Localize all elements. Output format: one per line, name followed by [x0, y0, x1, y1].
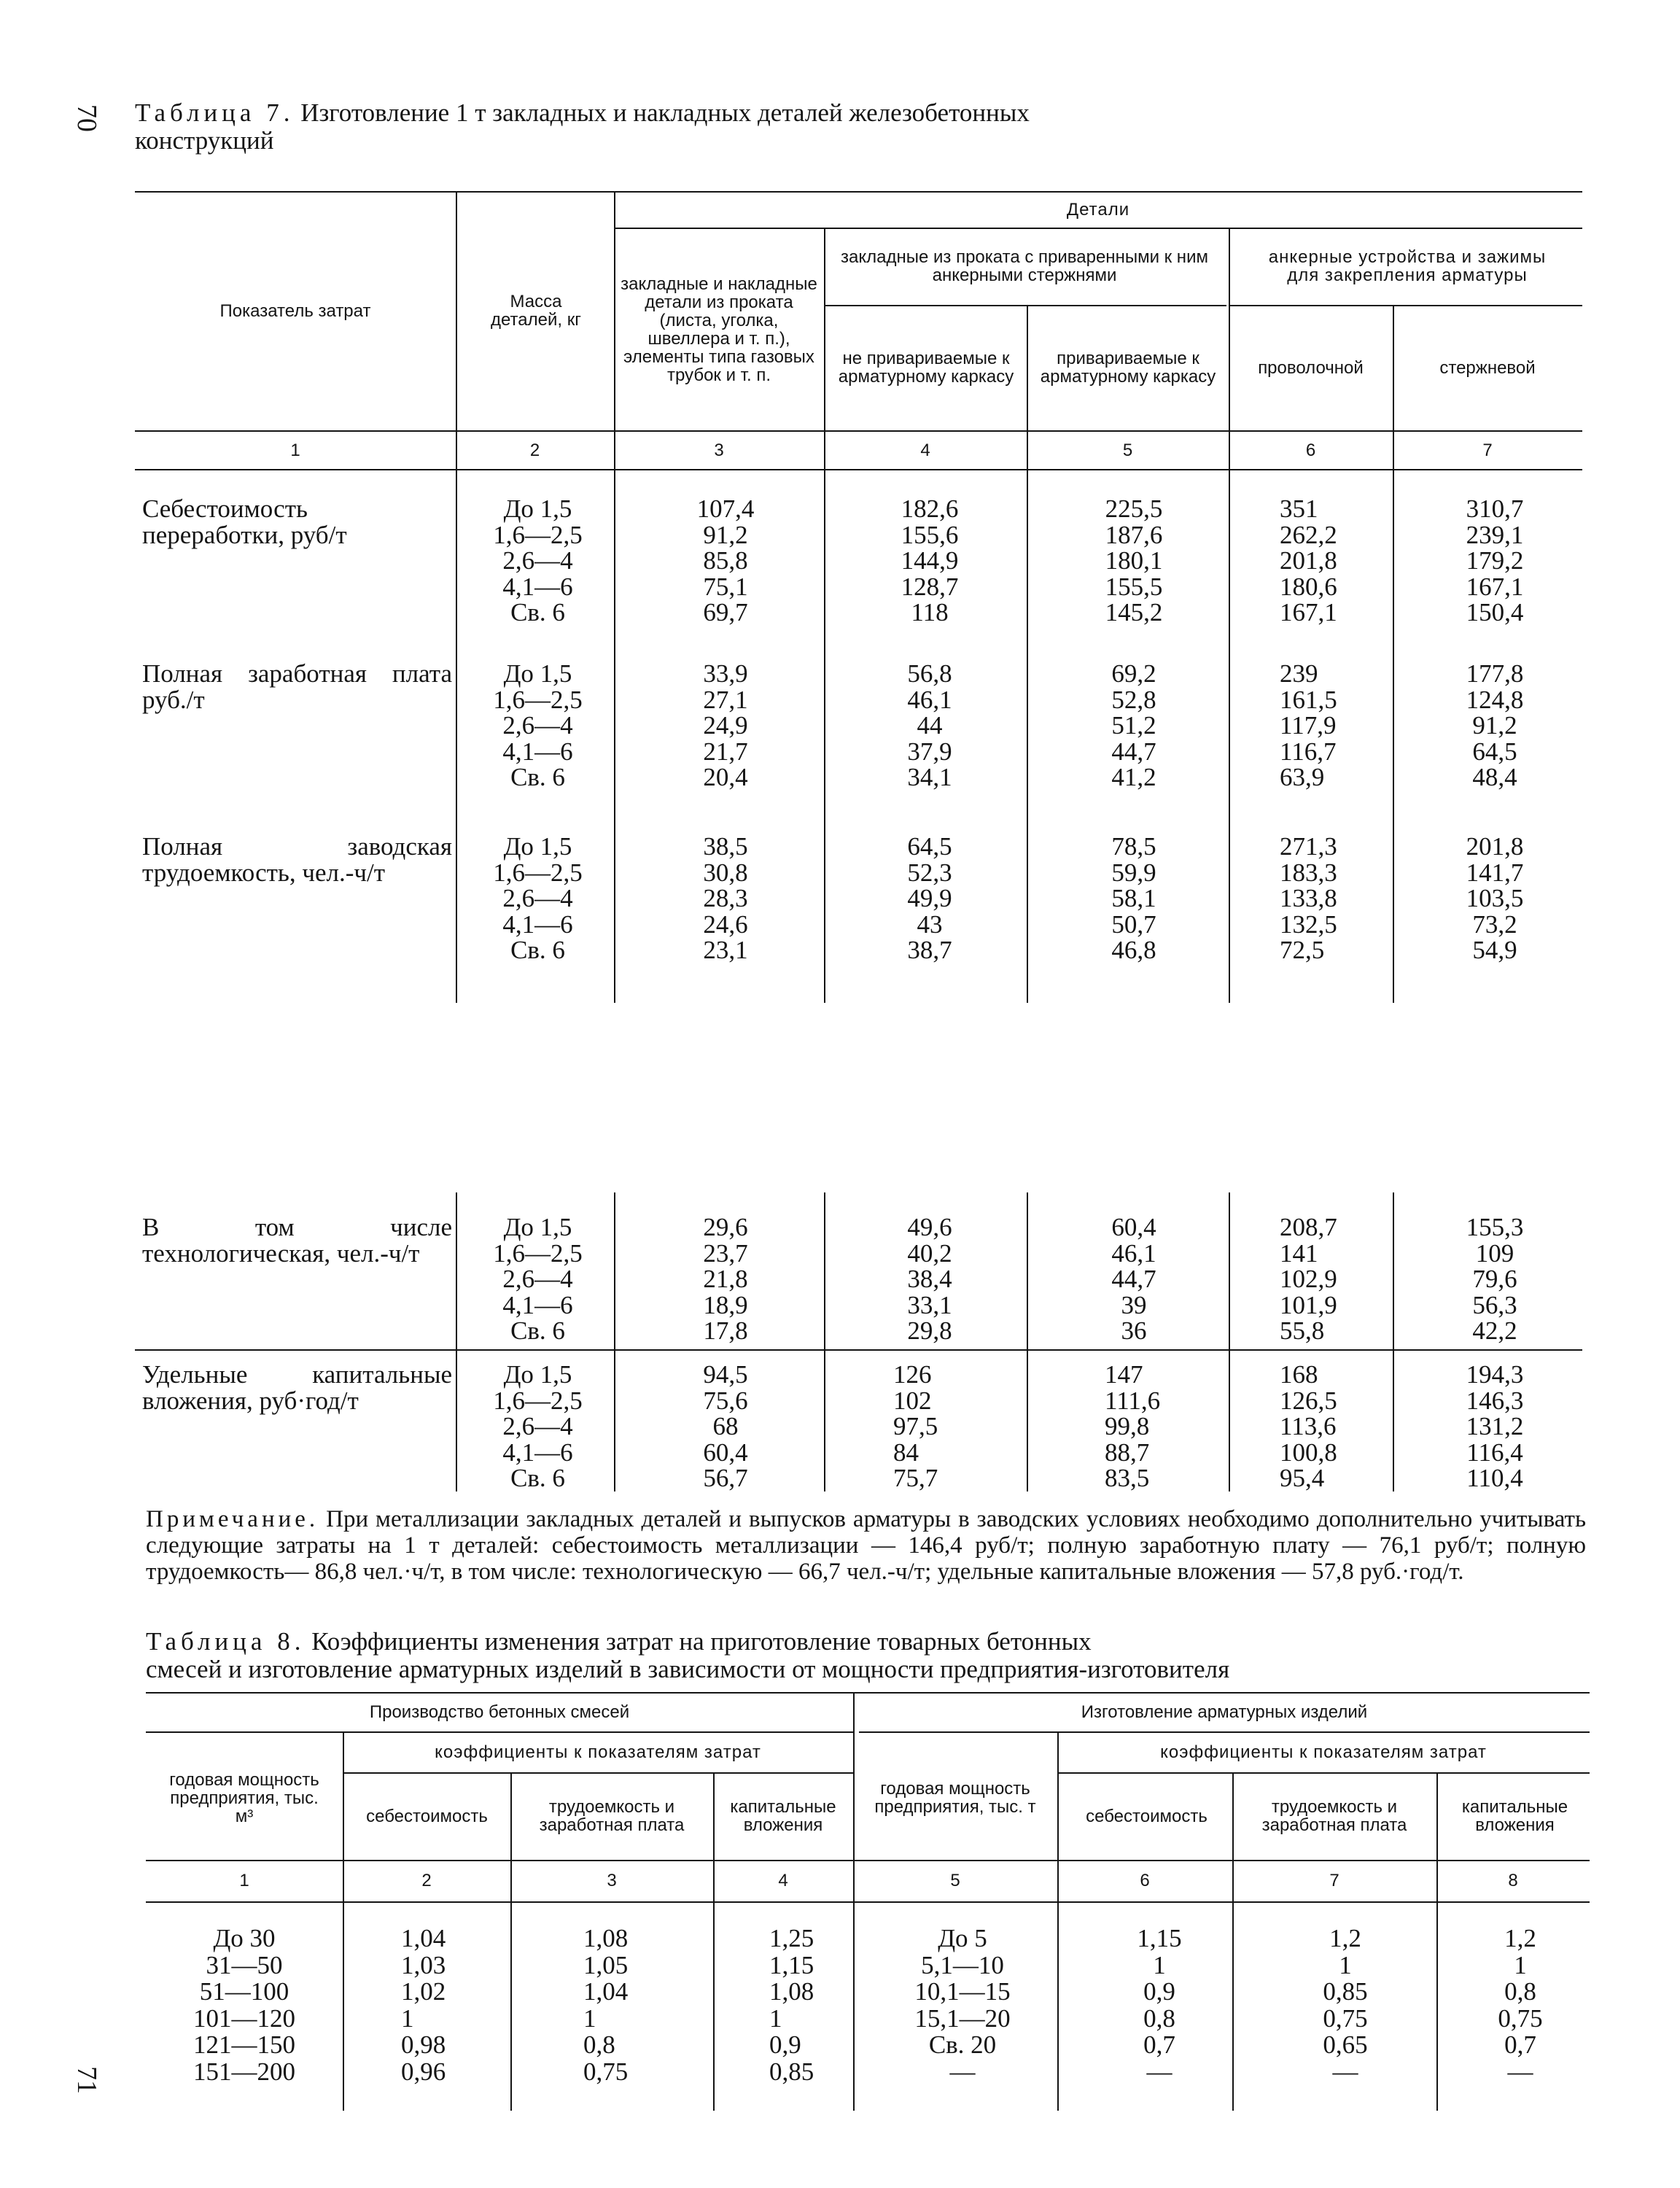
t8-header-bottom-rule	[146, 1860, 1590, 1861]
t7-colnum: 7	[1482, 441, 1493, 460]
t8-cell-col5: До 5 5,1—10 10,1—15 15,1—20 Св. 20 —	[914, 1924, 1011, 2086]
t7-cell-col3: 38,5 30,8 28,3 24,6 23,1	[703, 832, 748, 964]
t7-mass-ranges: До 1,5 1,6—2,5 2,6—4 4,1—6 Св. 6	[493, 659, 583, 791]
t8-cell-col1: До 30 31—50 51—100 101—120 121—150 151—200	[193, 1924, 295, 2086]
note-label: Примечание.	[146, 1506, 319, 1532]
t8-cell-col6: 1,15 1 0,9 0,8 0,7 —	[1137, 1924, 1182, 2086]
t7-header-group67: анкерные устройства и зажимы для закрепления арматуры	[1268, 247, 1547, 285]
t8-header-rebar: Изготовление арматурных изделий	[1081, 1702, 1368, 1722]
t8-colnum: 7	[1329, 1871, 1339, 1890]
t8-header-capital: капитальные вложения	[730, 1797, 836, 1835]
t7-lower-vline-2	[614, 1192, 615, 1491]
t7-row-label: В том числе технологическая, чел.-ч/т	[142, 1213, 452, 1268]
t7-lower-vline-6	[1393, 1192, 1394, 1491]
t7-body-vline-1	[456, 474, 457, 1003]
t7-cell-col3: 107,4 91,2 85,8 75,1 69,7	[696, 494, 755, 626]
t8-cell-col7: 1,2 1 0,85 0,75 0,65 —	[1323, 1924, 1368, 2086]
t7-cell-col4: 64,5 52,3 49,9 43 38,7	[907, 832, 952, 964]
t7-mass-ranges: До 1,5 1,6—2,5 2,6—4 4,1—6 Св. 6	[493, 1213, 583, 1345]
t7-cell-col3: 29,6 23,7 21,8 18,9 17,8	[703, 1213, 748, 1345]
t7-cell-col6: 351 262,2 201,8 180,6 167,1	[1280, 494, 1337, 626]
t7-cell-col6: 168 126,5 113,6 100,8 95,4	[1280, 1360, 1337, 1492]
t7-cell-col5: 60,4 46,1 44,7 39 36	[1111, 1213, 1156, 1345]
t7-header-indicator: Показатель затрат	[219, 300, 371, 321]
t7-header-group45: закладные из проката с приваренными к ним анкерными стержнями	[841, 247, 1208, 285]
page-number-top: 70	[71, 104, 102, 132]
t8-vline-1	[343, 1731, 344, 2111]
t7-header-bottom-rule	[135, 430, 1582, 432]
t8-vline-6	[1232, 1772, 1234, 2111]
t8-colnum: 5	[950, 1871, 960, 1890]
t7-row-rule	[135, 1349, 1582, 1351]
t7-header-col7: стержневой	[1439, 357, 1536, 378]
t8-colnum: 8	[1508, 1871, 1518, 1890]
t8-header-labor: трудоемкость и заработная плата	[1261, 1797, 1407, 1835]
t7-cell-col3: 33,9 27,1 24,9 21,7 20,4	[703, 659, 748, 791]
t7-mass-ranges: До 1,5 1,6—2,5 2,6—4 4,1—6 Св. 6	[493, 1360, 583, 1492]
table8-title-line2: смесей и изготовление арматурных изделий в зависимости от мощности предприятия-изготовителя	[146, 1655, 1230, 1683]
table7-title-line2: конструкций	[135, 126, 274, 155]
t7-cell-col4: 126 102 97,5 84 75,7	[893, 1360, 938, 1492]
t8-header-labor: трудоемкость и заработная плата	[539, 1797, 685, 1835]
t7-body-vline-2	[614, 474, 615, 1003]
table7-title	[135, 99, 1520, 155]
t8-colnum: 3	[607, 1871, 617, 1890]
t8-colnum: 2	[421, 1871, 432, 1890]
t7-cell-col4: 182,6 155,6 144,9 128,7 118	[901, 494, 959, 626]
t7-cell-col7: 310,7 239,1 179,2 167,1 150,4	[1466, 494, 1524, 626]
t8-header-capacity-t: годовая мощность предприятия, тыс. т	[874, 1779, 1036, 1817]
t7-cell-col6: 208,7 141 102,9 101,9 55,8	[1280, 1213, 1337, 1345]
t7-cell-col6: 271,3 183,3 133,8 132,5 72,5	[1280, 832, 1337, 964]
t8-cell-col4: 1,25 1,15 1,08 1 0,9 0,85	[769, 1924, 814, 2086]
t7-body-vline-3	[824, 474, 825, 1003]
t7-row-label: Полная заработная плата руб./т	[142, 659, 452, 714]
t7-header-col3: закладные и накладные детали из проката (листа, уголка, швеллера и т. п.), элементы типа газовых трубок и т. п.	[621, 274, 817, 385]
t8-header-capacity-m3: годовая мощность предприятия, тыс. м³	[169, 1769, 319, 1826]
t8-header-cost: себестоимость	[1086, 1806, 1208, 1826]
t7-colnum: 1	[290, 441, 300, 460]
t7-cell-col7: 177,8 124,8 91,2 64,5 48,4	[1466, 659, 1524, 791]
t7-colnum: 5	[1122, 441, 1133, 460]
t8-header-cost: себестоимость	[366, 1806, 488, 1826]
t7-cell-col7: 155,3 109 79,6 56,3 42,2	[1466, 1213, 1524, 1345]
t7-cell-col4: 56,8 46,1 44 37,9 34,1	[907, 659, 952, 791]
t7-colnum: 4	[920, 441, 930, 460]
t7-cell-col3: 94,5 75,6 68 60,4 56,7	[703, 1360, 748, 1492]
t7-colnum: 3	[714, 441, 724, 460]
t7-cell-col5: 78,5 59,9 58,1 50,7 46,8	[1111, 832, 1156, 964]
t7-row-label: Себестоимость переработки, руб/т	[142, 494, 347, 549]
t8-vline-7	[1436, 1772, 1438, 2111]
t7-header-col4: не привариваемые к арматурному каркасу	[838, 349, 1014, 387]
t7-body-vline-5	[1229, 474, 1230, 1003]
t7-row-label: Полная заводская трудоемкость, чел.-ч/т	[142, 832, 452, 887]
t8-colnum: 4	[778, 1871, 788, 1890]
note-text: При металлизации закладных деталей и выпусков арматуры в заводских условиях необходимо дополнительно учитывать следующие затраты на 1 т деталей: себестоимость металлизации — 146,4 руб/т; полную заработную плату — 76,1 руб/т; полную трудоемкость— 86,8 чел.·ч/т, в том числе: технологическую — 66,7 чел.-ч/т; удельные капитальные вложения — 57,8 руб.·год/т.	[146, 1506, 1586, 1585]
table7-note	[146, 1506, 1586, 1585]
t8-vline-2	[510, 1772, 512, 2111]
table7-label: Таблица 7.	[135, 98, 295, 127]
t8-cell-col8: 1,2 1 0,8 0,75 0,7 —	[1498, 1924, 1543, 2086]
table8-title-line1: Коэффициенты изменения затрат на приготовление товарных бетонных	[305, 1627, 1092, 1656]
t7-lower-vline-5	[1229, 1192, 1230, 1491]
t7-mass-ranges: До 1,5 1,6—2,5 2,6—4 4,1—6 Св. 6	[493, 832, 583, 964]
t7-lower-vline-3	[824, 1192, 825, 1491]
t7-cell-col4: 49,6 40,2 38,4 33,1 29,8	[907, 1213, 952, 1345]
t8-colnum: 1	[239, 1871, 249, 1890]
t7-header-col5: привариваемые к арматурному каркасу	[1040, 349, 1216, 387]
t7-cell-col5: 147 111,6 99,8 88,7 83,5	[1105, 1360, 1161, 1492]
t7-row-label: Удельные капитальные вложения, руб·год/т	[142, 1360, 452, 1415]
t7-vline-4	[1027, 305, 1028, 497]
page-number-bottom: 71	[71, 2066, 102, 2094]
t7-cell-col6: 239 161,5 117,9 116,7 63,9	[1280, 659, 1337, 791]
t7-header-details: Детали	[1066, 199, 1130, 220]
t8-header-concrete: Производство бетонных смесей	[369, 1702, 630, 1722]
t7-body-vline-6	[1393, 474, 1394, 1003]
t7-cell-col7: 201,8 141,7 103,5 73,2 54,9	[1466, 832, 1524, 964]
t7-colnum: 6	[1305, 441, 1316, 460]
t8-vline-4	[853, 1692, 855, 2111]
t7-colnum-rule	[135, 469, 1582, 470]
t8-header-coeffs-right: коэффициенты к показателям затрат	[1160, 1742, 1487, 1762]
t8-vline-5	[1057, 1731, 1059, 2111]
t8-header-coeffs-left: коэффициенты к показателям затрат	[435, 1742, 761, 1762]
t7-lower-vline-4	[1027, 1192, 1028, 1491]
t7-body-vline-4	[1027, 474, 1028, 1003]
t8-cell-col3: 1,08 1,05 1,04 1 0,8 0,75	[583, 1924, 629, 2086]
t8-colnum: 6	[1140, 1871, 1150, 1890]
t7-mass-ranges: До 1,5 1,6—2,5 2,6—4 4,1—6 Св. 6	[493, 494, 583, 626]
t8-colnum-rule	[146, 1901, 1590, 1903]
table8-title	[146, 1628, 1582, 1683]
t8-cell-col2: 1,04 1,03 1,02 1 0,98 0,96	[401, 1924, 446, 2086]
table7-title-line1: Изготовление 1 т закладных и накладных деталей железобетонных	[294, 98, 1030, 127]
t7-cell-col7: 194,3 146,3 131,2 116,4 110,4	[1466, 1360, 1524, 1492]
t7-cell-col5: 225,5 187,6 180,1 155,5 145,2	[1105, 494, 1163, 626]
t7-lower-vline-1	[456, 1192, 457, 1491]
t7-header-col6: проволочной	[1258, 357, 1364, 378]
t7-cell-col5: 69,2 52,8 51,2 44,7 41,2	[1111, 659, 1156, 791]
t7-header-mass: Масса деталей, кг	[491, 292, 581, 330]
table8-label: Таблица 8.	[146, 1627, 306, 1656]
t8-header-capital: капитальные вложения	[1461, 1797, 1568, 1835]
t7-colnum: 2	[529, 441, 540, 460]
